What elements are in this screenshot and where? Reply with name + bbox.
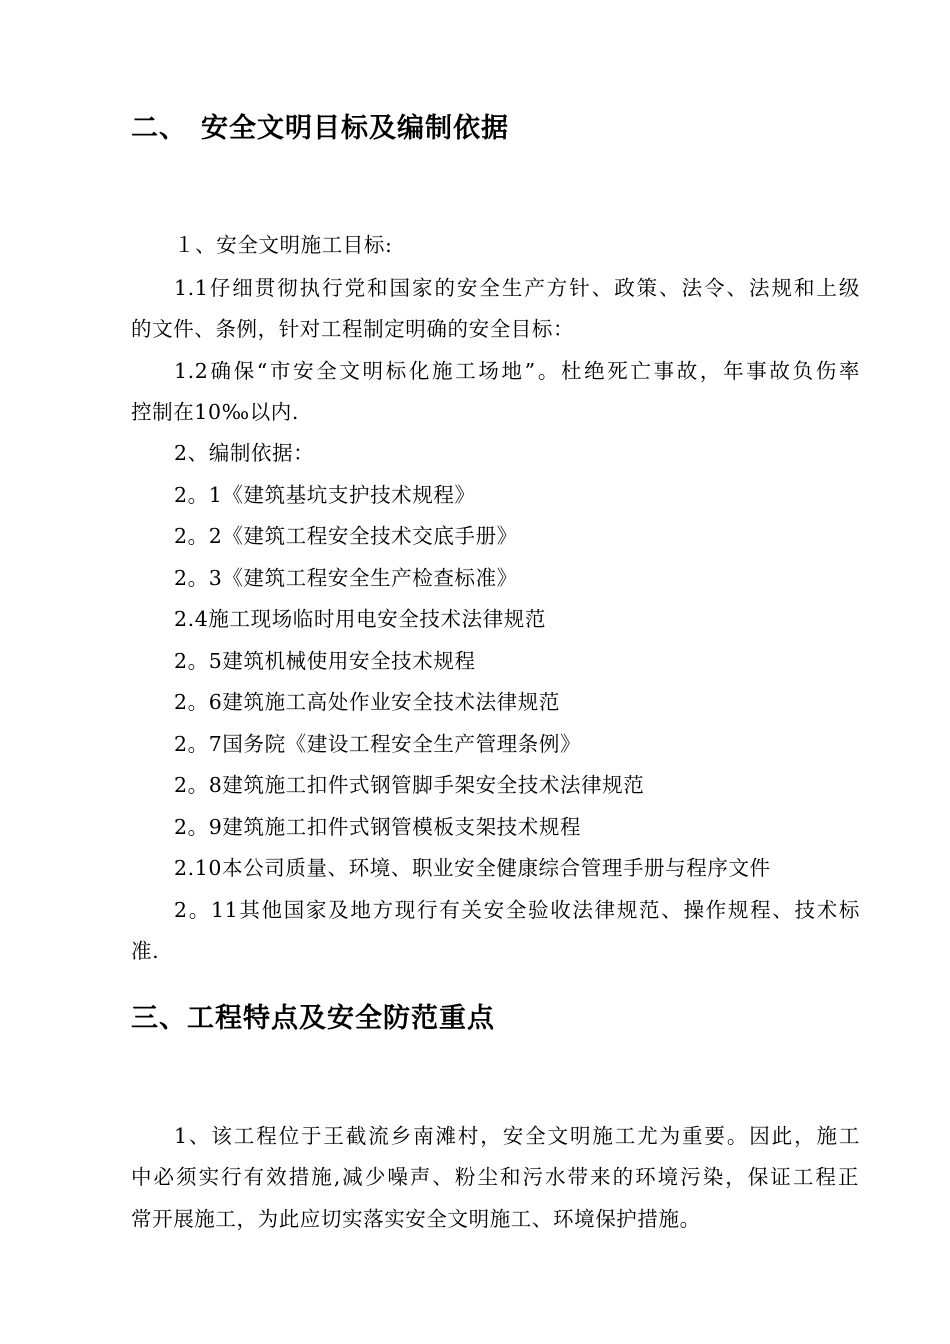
goal-1-2-line-1: 1.2确保“市安全文明标化施工场地”。杜绝死亡事故，年事故负伤率 xyxy=(174,359,860,383)
basis-item: 2。2《建筑工程安全技术交底手册》 xyxy=(174,524,518,548)
basis-item: 2。9建筑施工扣件式钢管模板支架技术规程 xyxy=(174,815,582,839)
goal-1-1-line-1: 1.1仔细贯彻执行党和国家的安全生产方针、政策、法令、法规和上级 xyxy=(174,276,860,300)
features-line-3: 常开展施工，为此应切实落实安全文明施工、环境保护措施。 xyxy=(131,1207,701,1231)
basis-item: 2。6建筑施工高处作业安全技术法律规范 xyxy=(174,690,560,714)
section-2-heading xyxy=(131,112,509,146)
goals-heading: １、安全文明施工目标: xyxy=(174,233,393,257)
section-3-heading: 三、工程特点及安全防范重点 xyxy=(131,1003,495,1034)
basis-item: 2。5建筑机械使用安全技术规程 xyxy=(174,649,476,673)
basis-item: 2.4施工现场临时用电安全技术法律规范 xyxy=(174,607,547,631)
goal-1-1-line-2: 的文件、条例，针对工程制定明确的安全目标： xyxy=(131,317,575,341)
features-line-1: 1、该工程位于王截流乡南滩村，安全文明施工尤为重要。因此，施工 xyxy=(174,1124,860,1148)
section-2-title: 安全文明目标及编制依据 xyxy=(201,113,509,144)
basis-item: 2.10本公司质量、环境、职业安全健康综合管理手册与程序文件 xyxy=(174,856,771,880)
basis-heading: 2、编制依据： xyxy=(174,441,315,465)
goal-1-2-line-2: 控制在10‰以内. xyxy=(131,400,300,424)
basis-item-11-line-2: 准. xyxy=(131,939,160,963)
basis-item: 2。7国务院《建设工程安全生产管理条例》 xyxy=(174,732,582,756)
basis-item: 2。3《建筑工程安全生产检查标准》 xyxy=(174,566,518,590)
basis-item: 2。1《建筑基坑支护技术规程》 xyxy=(174,483,476,507)
section-2-number: 二、 xyxy=(131,113,187,144)
basis-item: 2。8建筑施工扣件式钢管脚手架安全技术法律规范 xyxy=(174,773,645,797)
features-line-2: 中必须实行有效措施,减少噪声、粉尘和污水带来的环境污染，保证工程正 xyxy=(131,1165,859,1189)
basis-item-11-line-1: 2。11其他国家及地方现行有关安全验收法律规范、操作规程、技术标 xyxy=(174,898,860,922)
